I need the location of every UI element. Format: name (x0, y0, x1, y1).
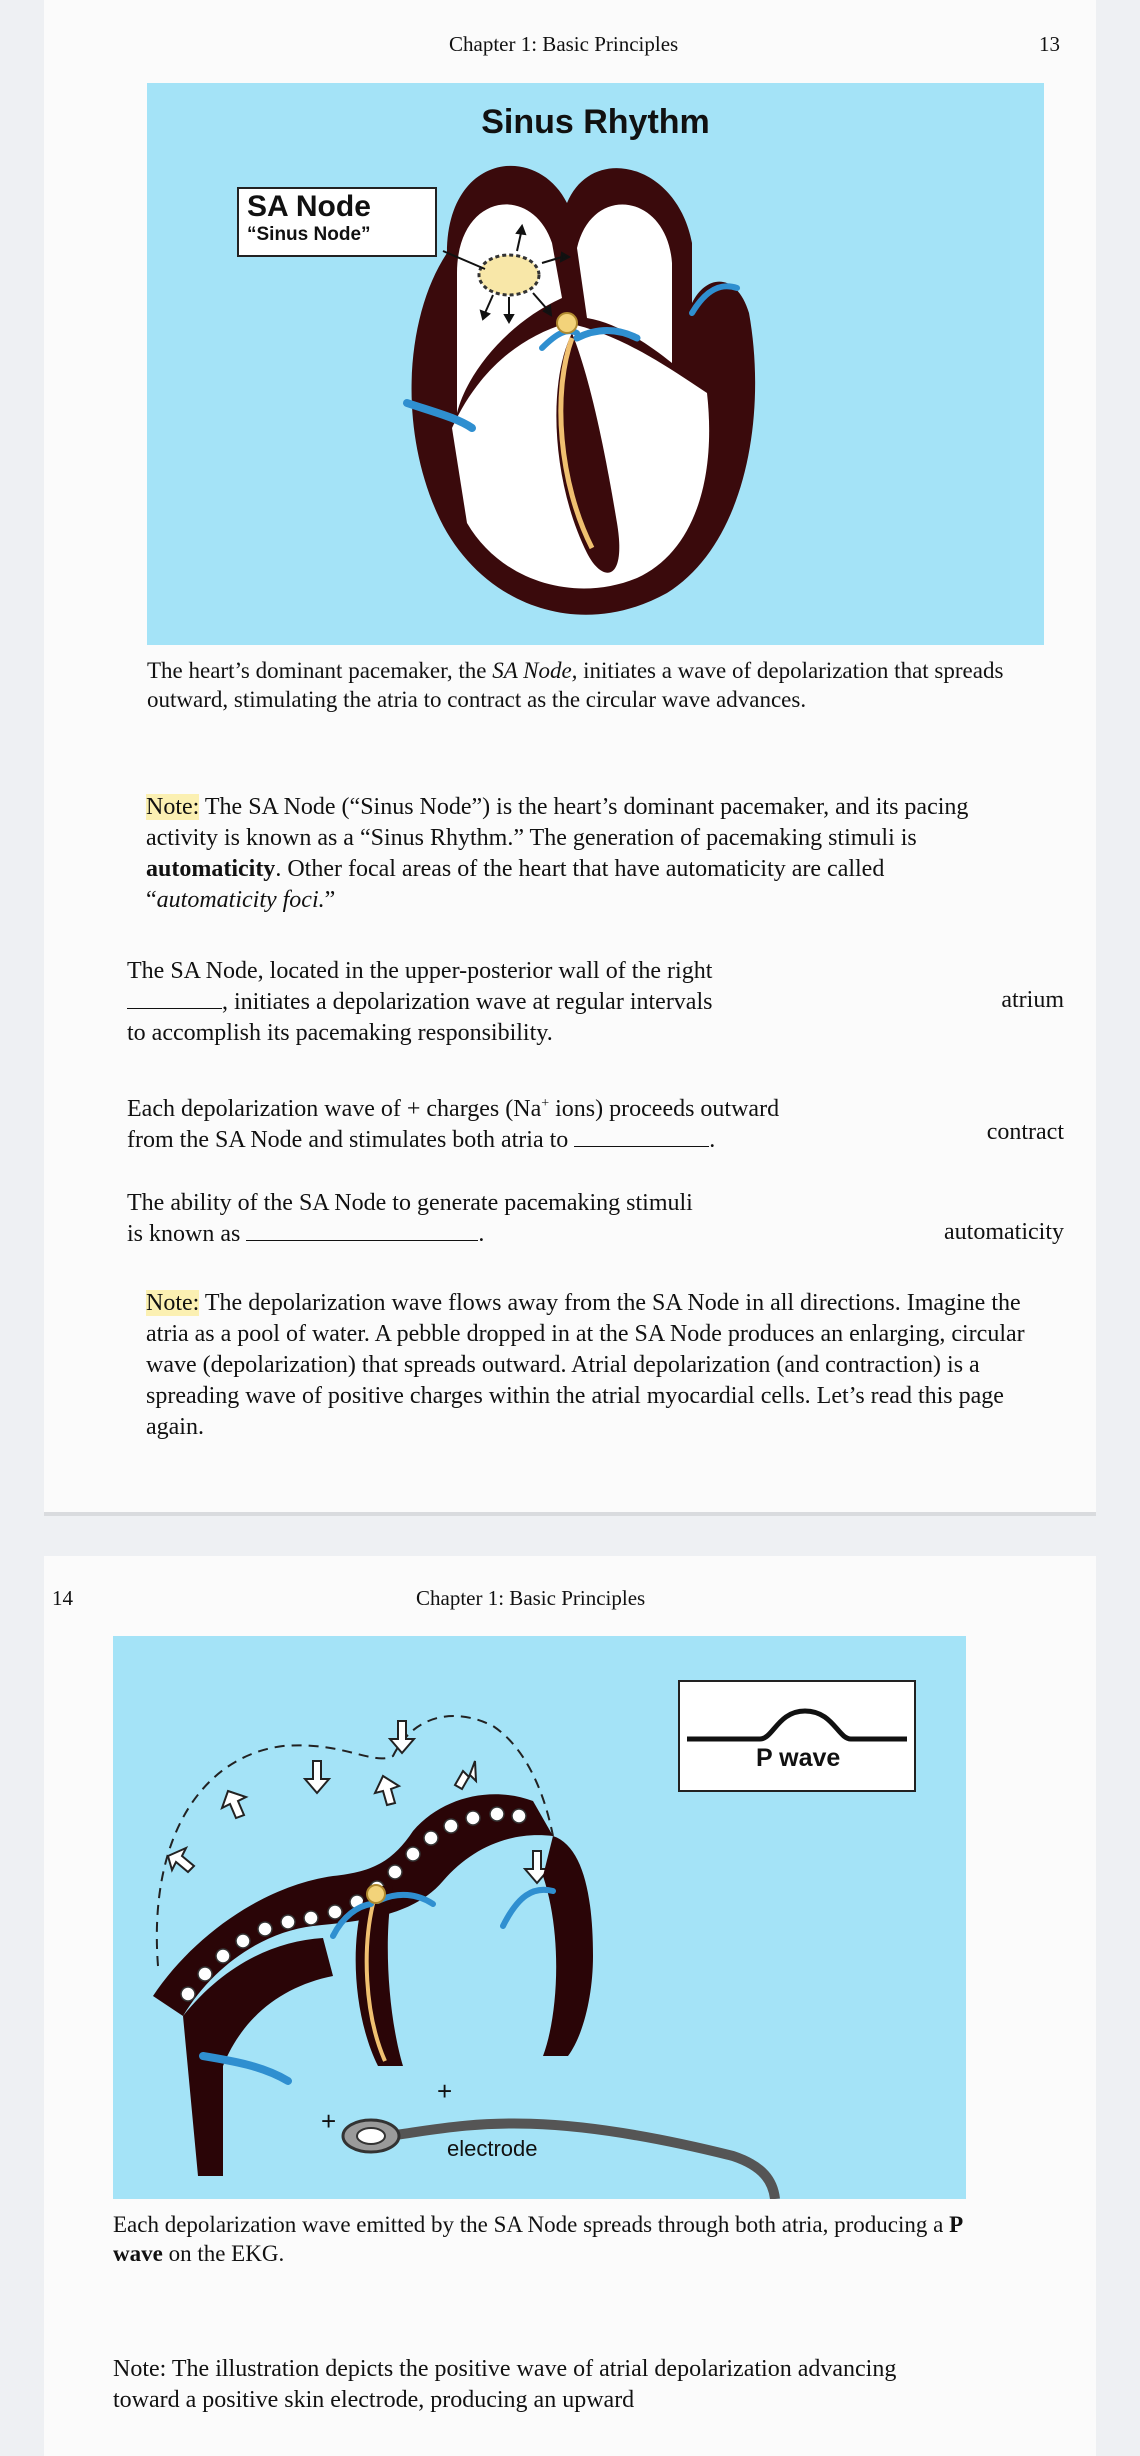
page-separator (44, 1512, 1096, 1516)
question-3: The ability of the SA Node to generate pacemaking stimuli is known as . (127, 1190, 693, 1247)
answer-3: automaticity (944, 1219, 1064, 1245)
electrode-label: electrode (447, 2136, 538, 2161)
p-wave-label: P wave (756, 1744, 841, 1772)
note: Note: The illustration depicts the positive wave of atrial depolarization advancing toward a positive skin electrode, producing an upward (113, 2356, 897, 2413)
answer-blank[interactable] (574, 1128, 709, 1147)
page-number: 13 (1039, 32, 1060, 56)
answer-blank[interactable] (246, 1222, 478, 1241)
note-label: Note: (146, 794, 200, 820)
p-wave-figure (113, 1636, 966, 2199)
plus-sign-left: + (321, 2106, 337, 2136)
page-14 (44, 1556, 1096, 2456)
page-number: 14 (52, 1586, 73, 1610)
page-header: Chapter 1: Basic Principles (416, 1586, 646, 1610)
septum (356, 1886, 403, 2066)
answer-blank[interactable] (127, 990, 222, 1009)
figure-caption: The heart’s dominant pacemaker, the SA Node, initiates a wave of depolarization that spreads outward, stimulating the atria to contract as the circular wave advances. (147, 658, 1004, 712)
sinus-rhythm-figure (147, 83, 1044, 645)
page-13 (44, 0, 1096, 1512)
note-1: Note: The SA Node (“Sinus Node”) is the heart’s dominant pacemaker, and its pacing activity is known as a “Sinus Rhythm.” The generation of pacemaking stimuli is automaticity. Other focal areas of the heart that have automaticity are called “automaticity foci.” (146, 794, 969, 913)
sa-node-label-box (237, 187, 437, 257)
note-label: Note: (146, 1290, 200, 1316)
plus-sign-right: + (437, 2076, 453, 2106)
sa-node (479, 255, 539, 295)
p-wave-box (679, 1681, 915, 1791)
note-2: Note: The depolarization wave flows away from the SA Node in all directions. Imagine the atria as a pool of water. A pebble dropped in at the SA Node produces an enlarging, circular wave (depolarization) that spreads outward. Atrial depolarization (and contraction) is a spreading wave of positive charges within the atrial myocardial cells. Let’s read this page again. (146, 1290, 1025, 1440)
figure-caption: Each depolarization wave emitted by the SA Node spreads through both atria, producing a P wave on the EKG. (113, 2212, 962, 2266)
question-1: The SA Node, located in the upper-posterior wall of the right , initiates a depolarization wave at regular intervals to accomplish its pacemaking responsibility. (127, 958, 713, 1046)
answer-1: atrium (1001, 987, 1064, 1013)
sa-node-label: SA Node (247, 190, 371, 223)
figure-title: Sinus Rhythm (481, 103, 710, 141)
sinus-node-label: “Sinus Node” (247, 224, 371, 245)
answer-2: contract (986, 1119, 1064, 1145)
question-2: Each depolarization wave of + charges (Na+ ions) proceeds outward from the SA Node and stimulates both atria to . (127, 1096, 780, 1153)
page-header: Chapter 1: Basic Principles (449, 32, 679, 56)
